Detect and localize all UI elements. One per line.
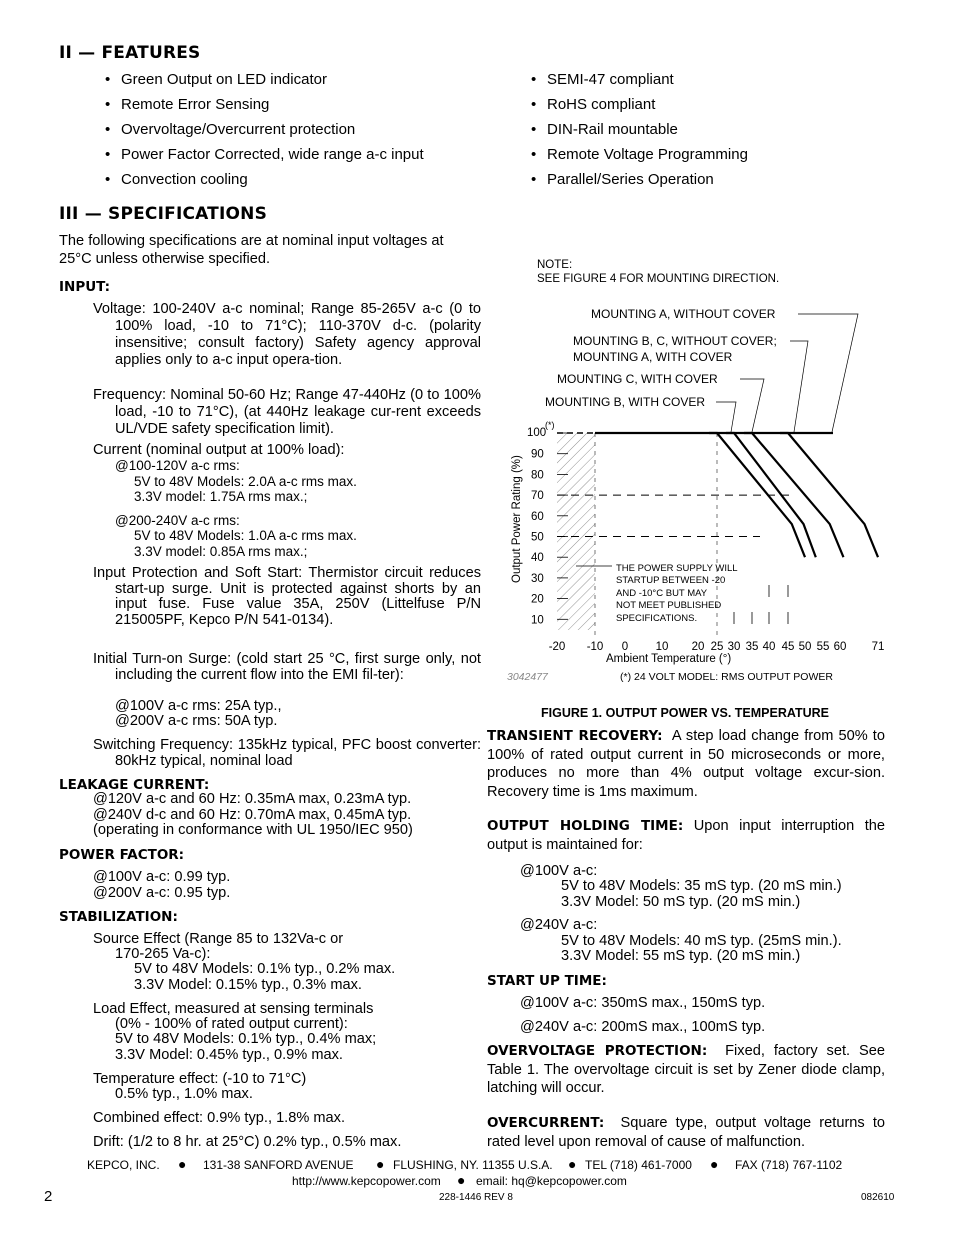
y-tick-label: 80	[531, 469, 544, 482]
startup-note: THE POWER SUPPLY WILL	[616, 563, 738, 574]
leader-line	[716, 402, 736, 432]
load-effect-line: Load Effect, measured at sensing terminals	[93, 1001, 374, 1017]
figure-caption: FIGURE 1. OUTPUT POWER VS. TEMPERATURE	[541, 706, 829, 720]
turn-on-surge-line: @200V a-c rms: 50A typ.	[115, 713, 278, 729]
holding-time-heading: OUTPUT HOLDING TIME:	[487, 818, 684, 834]
footer-city: FLUSHING, NY. 11355 U.S.A.	[393, 1158, 553, 1172]
holding-line: 3.3V Model: 55 mS typ. (20 mS min.)	[561, 948, 801, 964]
input-protection: Input Protection and Soft Start: Thermistor circuit reduces start-up surge. Unit is protected against shorts by an input fuse. Fuse value 35A, 250V (Littelfuse P/N 215005PF, Kepco P/N 541-0134).	[93, 565, 481, 628]
transient-recovery-heading: TRANSIENT RECOVERY:	[487, 728, 663, 744]
feature-item: • Remote Voltage Programming	[547, 146, 748, 163]
startup-note: NOT MEET PUBLISHED	[616, 600, 722, 611]
date-code: 082610	[861, 1192, 895, 1203]
footer-bullet: ●	[568, 1156, 577, 1172]
y-tick-label: 90	[531, 448, 544, 461]
footer-email[interactable]: email: hq@kepcopower.com	[476, 1174, 627, 1188]
curve-label-b: MOUNTING B, C, WITHOUT COVER;	[573, 334, 777, 348]
output-holding-time	[487, 817, 885, 854]
x-tick-label: 10	[655, 641, 669, 653]
load-effect-line: 5V to 48V Models: 0.1% typ., 0.4% max;	[115, 1031, 377, 1047]
load-effect-line: (0% - 100% of rated output current):	[115, 1016, 348, 1032]
feature-item: • Remote Error Sensing	[121, 96, 269, 113]
source-effect-line: Source Effect (Range 85 to 132Va-c or	[93, 931, 344, 947]
x-tick-label: -20	[548, 641, 566, 653]
footer-bullet: ●	[376, 1156, 385, 1172]
figure-note: NOTE:	[537, 259, 573, 271]
input-current-line: @200-240V a-c rms:	[115, 513, 240, 528]
x-tick-label: 40	[762, 641, 776, 653]
input-voltage: Voltage: 100-240V a-c nominal; Range 85-265V a-c (0 to 100% load, -10 to 71°C); 110-370V d-c. (polarity insensitive; consult factory) Safety agency approval applies only to a-c input opera-tion.	[93, 301, 481, 368]
drift: Drift: (1/2 to 8 hr. at 25°C) 0.2% typ., 0.5% max.	[93, 1134, 402, 1150]
transient-recovery-text: A step load change from 50% to 100% of rated output current in 50 microseconds or more, produces no more than 4% output voltage excur-sion. Recovery time is 1ms maximum.	[487, 728, 885, 800]
y-tick-label: 60	[531, 510, 544, 523]
y-tick-label: 10	[531, 614, 544, 627]
y-tick-label: 70	[531, 490, 544, 503]
leakage-current-heading: LEAKAGE CURRENT:	[59, 777, 210, 793]
startup-note: STARTUP BETWEEN -20	[616, 575, 726, 586]
stabilization-heading: STABILIZATION:	[59, 909, 178, 925]
startup-hatch-region	[557, 433, 595, 630]
input-heading: INPUT:	[59, 279, 111, 295]
input-current-line: 3.3V model: 1.75A rms max.;	[134, 489, 308, 504]
temperature-effect-line: Temperature effect: (-10 to 71°C)	[93, 1071, 307, 1087]
curve-label-b: MOUNTING A, WITH COVER	[573, 350, 733, 364]
y-tick-label: 30	[531, 572, 544, 585]
input-current-line: 5V to 48V Models: 2.0A a-c rms max.	[134, 474, 357, 489]
x-tick-label: 55	[816, 641, 830, 653]
x-tick-label: -10	[586, 641, 604, 653]
x-tick-label: 45	[781, 641, 795, 653]
footer-bullet: ●	[178, 1156, 187, 1172]
doc-revision: 228-1446 REV 8	[439, 1192, 513, 1203]
footer-address: 131-38 SANFORD AVENUE	[203, 1158, 354, 1172]
turn-on-surge-line: @100V a-c rms: 25A typ.,	[115, 698, 282, 714]
leakage-line: @240V d-c and 60 Hz: 0.70mA max, 0.45mA typ.	[93, 807, 412, 823]
x-tick-label: 0	[621, 641, 629, 653]
overcurrent	[487, 1114, 885, 1151]
curve-label-c: MOUNTING C, WITH COVER	[557, 372, 718, 386]
overvoltage-text: Fixed, factory set. See Table 1. The overvoltage circuit is set by Zener diode clamp, latching will occur.	[487, 1043, 885, 1096]
y-axis-label: Output Power Rating (%)	[511, 455, 523, 583]
source-effect-line: 3.3V Model: 0.15% typ., 0.3% max.	[134, 977, 362, 993]
combined-effect: Combined effect: 0.9% typ., 1.8% max.	[93, 1110, 346, 1126]
holding-line: 5V to 48V Models: 40 mS typ. (25mS min.).	[561, 933, 842, 949]
footer-url[interactable]: http://www.kepcopower.com	[292, 1174, 441, 1188]
feature-item: • Convection cooling	[121, 171, 248, 188]
input-frequency: Frequency: Nominal 50-60 Hz; Range 47-440Hz (0 to 100% load, -10 to 71°C), (at 440Hz leakage cur-rent exceeds UL/VDE safety specification limit).	[93, 387, 481, 437]
y-tick-label: 50	[531, 531, 544, 544]
overcurrent-text: Square type, output voltage returns to rated level upon removal of cause of malfunction.	[487, 1115, 886, 1150]
y-tick-label: 20	[531, 593, 544, 606]
figure-footnote: (*) 24 VOLT MODEL: RMS OUTPUT POWER	[620, 671, 833, 683]
leakage-line: (operating in conformance with UL 1950/IEC 950)	[93, 822, 413, 838]
features-heading: II — FEATURES	[59, 43, 201, 63]
start-up-line: @240V a-c: 200mS max., 100mS typ.	[520, 1019, 766, 1035]
switching-frequency: Switching Frequency: 135kHz typical, PFC boost converter: 80kHz typical, nominal load	[93, 737, 481, 769]
turn-on-surge: Initial Turn-on Surge: (cold start 25 °C, first surge only, not including the current flow into the EMI fil-ter):	[93, 651, 481, 683]
specifications-heading: III — SPECIFICATIONS	[59, 204, 268, 224]
x-tick-label: 25	[710, 641, 724, 653]
footer-bullet: ●	[457, 1172, 466, 1188]
input-current-line: @100-120V a-c rms:	[115, 458, 240, 473]
footer-company: KEPCO, INC.	[87, 1158, 160, 1172]
transient-recovery	[487, 727, 885, 801]
footer-fax: FAX (718) 767-1102	[735, 1158, 843, 1172]
temperature-effect-line: 0.5% typ., 1.0% max.	[115, 1086, 253, 1102]
feature-item: • Parallel/Series Operation	[547, 171, 714, 188]
x-tick-label: 71	[871, 641, 885, 653]
input-current-line: 3.3V model: 0.85A rms max.;	[134, 544, 308, 559]
x-tick-label: 35	[745, 641, 759, 653]
holding-time-text: Upon input interruption the output is maintained for:	[487, 818, 885, 853]
start-up-time-heading: START UP TIME:	[487, 973, 607, 989]
feature-item: • DIN-Rail mountable	[547, 121, 678, 138]
x-axis-label: Ambient Temperature (°)	[606, 653, 732, 665]
figure-note: SEE FIGURE 4 FOR MOUNTING DIRECTION.	[537, 273, 780, 285]
x-tick-label: 60	[833, 641, 847, 653]
page-number: 2	[44, 1188, 53, 1205]
feature-item: • RoHS compliant	[547, 96, 655, 113]
x-tick-label: 20	[691, 641, 705, 653]
leader-line	[740, 379, 764, 432]
footer-bullet: ●	[710, 1156, 719, 1172]
holding-line: 3.3V Model: 50 mS typ. (20 mS min.)	[561, 894, 801, 910]
derating-curve	[780, 433, 878, 557]
y-tick-label: 100	[527, 427, 547, 439]
power-factor-line: @100V a-c: 0.99 typ.	[93, 869, 231, 885]
source-effect-line: 170-265 Va-c):	[115, 946, 211, 962]
holding-line: @240V a-c:	[520, 917, 598, 933]
overvoltage-heading: OVERVOLTAGE PROTECTION:	[487, 1043, 708, 1059]
power-factor-line: @200V a-c: 0.95 typ.	[93, 885, 231, 901]
feature-item: • SEMI-47 compliant	[547, 71, 674, 88]
power-factor-heading: POWER FACTOR:	[59, 847, 185, 863]
load-effect-line: 3.3V Model: 0.45% typ., 0.9% max.	[115, 1047, 343, 1063]
leader-line	[790, 341, 808, 432]
x-tick-label: 50	[798, 641, 812, 653]
input-current-line: 5V to 48V Models: 1.0A a-c rms max.	[134, 528, 357, 543]
footer-tel: TEL (718) 461-7000	[585, 1158, 692, 1172]
curve-label-a: MOUNTING A, WITHOUT COVER	[591, 307, 776, 321]
y-tick-label: 40	[531, 552, 544, 565]
figure-code: 3042477	[507, 671, 548, 683]
startup-note: SPECIFICATIONS.	[616, 613, 698, 624]
feature-item: • Green Output on LED indicator	[121, 71, 327, 88]
overvoltage-protection	[487, 1042, 885, 1098]
specs-intro: The following specifications are at nominal input voltages at 25°C unless otherwise specified.	[59, 233, 444, 267]
x-tick-label: 30	[727, 641, 741, 653]
holding-line: 5V to 48V Models: 35 mS typ. (20 mS min.)	[561, 878, 842, 894]
leakage-line: @120V a-c and 60 Hz: 0.35mA max, 0.23mA typ.	[93, 791, 412, 807]
input-current-title: Current (nominal output at 100% load):	[93, 442, 345, 458]
start-up-line: @100V a-c: 350mS max., 150mS typ.	[520, 995, 766, 1011]
curve-label-d: MOUNTING B, WITH COVER	[545, 395, 705, 409]
source-effect-line: 5V to 48V Models: 0.1% typ., 0.2% max.	[134, 961, 396, 977]
overcurrent-heading: OVERCURRENT:	[487, 1115, 605, 1131]
startup-note: AND -10°C BUT MAY	[616, 588, 708, 599]
feature-item: • Overvoltage/Overcurrent protection	[121, 121, 355, 138]
feature-item: • Power Factor Corrected, wide range a-c input	[121, 146, 424, 163]
leader-line	[798, 314, 858, 432]
y-star-label: (*)	[545, 420, 555, 430]
holding-line: @100V a-c:	[520, 863, 598, 879]
